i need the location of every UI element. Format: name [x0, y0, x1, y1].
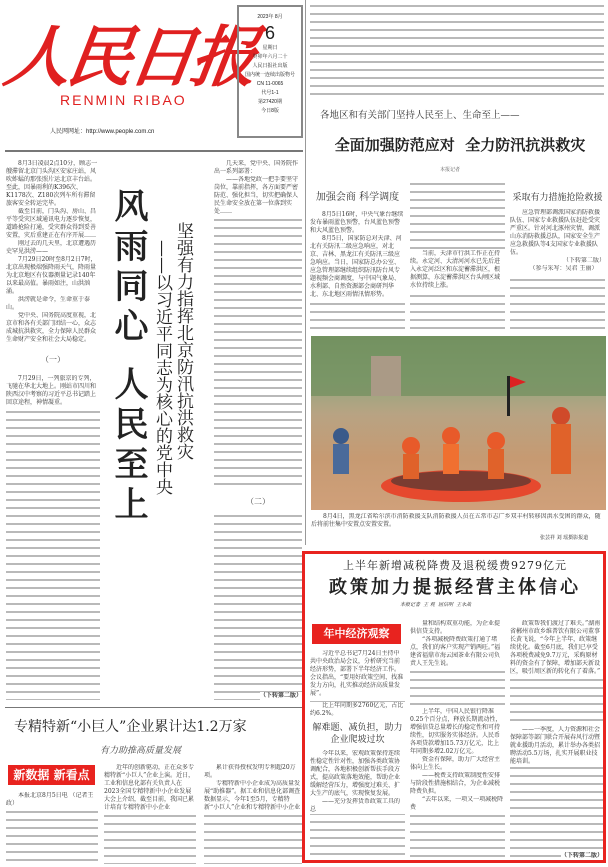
- masthead-logo: 人民日报: [0, 18, 259, 96]
- flood-byline: 本报记者: [440, 167, 461, 173]
- paragraph: 累计获得授权发明专利超20万项。: [204, 764, 302, 780]
- lead-story-col3: [214, 160, 302, 700]
- flood-col1: [310, 180, 405, 330]
- sme-col1: [6, 792, 98, 864]
- sme-col3: [204, 764, 302, 864]
- sme-headline: 专精特新“小巨人”企业累计达1.2万家: [14, 719, 247, 735]
- paragraph: 刚过去的几天里，北京遭遇历史罕见洪涝——: [6, 240, 100, 256]
- paragraph: 党中央、国务院高度重视，北京市和各有关部门团结一心，众志成城抗洪救灾，全力保障人民群众生命财产安全和社会大局稳定。: [6, 312, 100, 344]
- paragraph: 比上年同期多2760亿元，占比约6.2%。: [310, 702, 404, 717]
- paragraph: 8月5日16时，中央气象台继续发布暴雨蓝色预警，台风蓝色预警和大风蓝色预警。: [310, 211, 404, 234]
- issue-code: 代号1-1: [261, 90, 279, 96]
- continued-note: （下转第二版）: [510, 257, 605, 265]
- flood-col3: [510, 180, 605, 330]
- paragraph: 洪涝就是命令，生命重于泰山。: [6, 296, 100, 312]
- issue-number: 第27420期: [258, 99, 282, 105]
- issue-issn-label: 国内统一连续出版物号: [244, 72, 295, 78]
- lead-story-col1: [6, 160, 100, 700]
- column-divider: [305, 0, 306, 545]
- section-marker: （一）: [6, 344, 100, 375]
- issue-day: 6: [264, 23, 275, 43]
- flood-subhead-2: 采取有力措施抢险救援: [510, 180, 605, 209]
- paragraph: ——各地党政一把手要坚守岗位，靠前指挥，各方面要严密防范、强化担当，切实把确保人民生命安全放在第一位落到实处……: [214, 176, 302, 216]
- lead-subheadline-1: 坚强有力指挥北京防汛抗洪救灾: [173, 222, 193, 460]
- issue-publisher: 人民日报社出版: [252, 63, 288, 69]
- paragraph: ——一季度，人力资源和社会保障部等部门联合开展春风行动暨就业援助月活动，累计举办各类招聘活动5.5万场，扎实开展职业技能培训。: [510, 726, 603, 766]
- paragraph: 习近平总书记7月24日主持中共中央政治局会议，分析研究当前经济形势，部署下半年经济工作。会议指出，“要用好政策空间、找准发力方向，扎实推动经济高质量发展”。: [310, 650, 404, 697]
- photo-credit: 张芸祥 刘 瑶摄影报道: [540, 535, 589, 541]
- paragraph: 资金有保障，助力广大经营主体向上生长。: [410, 756, 505, 772]
- tax-headline: 政策加力提振经营主体信心: [329, 577, 581, 598]
- paragraph: 8月3日凌晨2点10分，顾志一艘滞留北京门头沟区安家庄站，风吹蚱蜢的那张照片运北京丰台站。至此，因暴雨利的K396次、K1178次、Z180次列车所有滞留旅客安全转运完毕。: [6, 160, 100, 208]
- masthead-title-en: RENMIN RIBAO: [60, 92, 187, 108]
- issue-year-month: 2023年 8月: [257, 14, 283, 20]
- paragraph: 当前，天津市行洪工作正在持续。永定河、大清河河水已先后进入永定河泛区和东淀蓄滞洪区，根据测算，东淀蓄滞洪区台头闸区域水位持续上涨。: [410, 250, 505, 290]
- photo-scene: [311, 336, 606, 510]
- issue-pages: 今日8版: [261, 108, 279, 114]
- tax-byline: 本报记者 王 观 屈信明 王永战: [400, 602, 472, 608]
- issue-weekday: 星期日: [262, 45, 278, 51]
- paragraph: 量和结构双重功能，为企业提供信贷支持。: [410, 620, 505, 636]
- paragraph: 7月29日，一列旅京的专列，飞驰在华北大地上。刚站市四川和陕西汉中考察的习近平总书记踏上回京途程，神情凝重。: [6, 375, 100, 407]
- flood-rescue-photo: [311, 336, 606, 510]
- section-marker: （二）: [214, 490, 302, 513]
- new-data-badge: 新数据 新看点: [8, 765, 95, 785]
- paragraph: 截至目前，门头沟、房山、昌平等受灾区域通讯电力逐步恢复，道路抢险打通，受灾群众得到妥善安置，灾后重建正在有序开展……: [6, 208, 100, 240]
- photo-caption: 8月4日，黑龙江省哈尔滨市消防救援支队消防救援人员在五常市志广乡双丰村转移因洪水受困的群众，随后将前往集中安置点安置安置。: [311, 513, 605, 531]
- issue-lunar-date: 癸卯年六月二十: [252, 54, 288, 60]
- paragraph: 上半年，中国人民银行降准0.25个百分点，释放长期流动性，增强信贷总量增长的稳定性和可持续性，切实服务实体经济。人民币各项贷款增加15.73万亿元，比上年同期多增2.02万亿元。: [410, 708, 505, 756]
- paragraph: 近年的创新驱动，正在众多专精特新“小巨人”企业上演。近日，工业和信息化部有关负责人在2023全国专精特新中小企业发展大会上介绍，截至目前，我国已累计培育专精特新中小企业: [104, 764, 195, 811]
- tax-col3: [510, 620, 603, 860]
- paragraph: 专精特新中小企业成为高质量发展“助推器”。据工业和信息化部调查数据显示，今年1至5月，专精特新“小巨人”企业和专精特新中小企业: [204, 780, 301, 811]
- issue-cn: CN 11-0065: [256, 81, 284, 87]
- paragraph: 应急管理部调派国家消防救援队伍、国家专业救援队伍赶赴受灾严重区。针对河北涿州灾情，调派山东消防救援总队，国家安全生产应急救援队等4支国家专业救援队伍。: [510, 209, 605, 257]
- lead-subheadline-2: ——以习近平同志为核心的党中央: [152, 240, 172, 495]
- lead-headline: 风雨同心 人民至上: [108, 188, 148, 526]
- continued-note: （下转第二版）: [560, 852, 603, 859]
- paragraph: “各项减税降费政策打通了堵点，我们的客户实现产销两旺。”福建省福鼎市海云园茶业有限公司负责人王先生说。: [410, 636, 505, 668]
- sme-subheadline: 有力助推高质量发展: [100, 746, 182, 756]
- dateline: 本报北京8月5日电 （记者王政）: [6, 792, 98, 808]
- paragraph: “去年以来，一项又一项减税降费: [410, 796, 504, 811]
- paragraph: 今年以来，宏观政策保持连续性稳定性针对性，加强各类政策协调配合，各地积极创新帮扶手段方式，提高政策落地效能，帮助企业缓解经营压力，增强度过难关、扩大生产的底气，实现恢复发展。: [310, 750, 405, 798]
- flood-col2: [410, 180, 505, 330]
- flood-headline: 全面加强防范应对 全力防汛抗洪救灾: [334, 136, 586, 154]
- tax-col1: [310, 650, 405, 860]
- tax-kicker: 上半年新增减税降费及退税缓费9279亿元: [343, 559, 567, 572]
- paragraph: 几天来，党中央、国务院作出一系列部署：: [214, 160, 302, 176]
- sme-col2: [104, 764, 196, 864]
- continued-note: （下转第二版）: [259, 692, 302, 699]
- website-url[interactable]: 人民网网址：http://www.people.com.cn: [50, 129, 155, 135]
- masthead-divider: [5, 150, 303, 152]
- flood-subhead-1: 加强会商 科学调度: [310, 180, 405, 211]
- continued-text-top: [310, 2, 604, 97]
- paragraph: 8月5日，国家防总对天津、河北有关防汛二级应急响应，对北京、吉林、黑龙江有关防汛三级应急响应。当日，国家防总办公室、应急管理部继续组织防汛防台风专题视频会商调度，与中国气象局、水利部、自然资源部会商研判华北、东北地区雨情汛情形势。: [310, 235, 405, 299]
- editors-note: （参与采写：吴君 王丽）: [510, 265, 605, 273]
- mid-year-economy-badge: 年中经济观察: [312, 624, 401, 644]
- paragraph: 政策帮我们渡过了难关。”湖南省郴州市政乡维普饮有限公司董事长黄飞说，“今年上半年，政策继续优化。截至6月底，我们已享受各项税费减免9.7万元，采购原材料的资金有了保障，增加部天新设区，吸引周区新的转化有了着落。”: [510, 620, 603, 676]
- paragraph: ——充分发挥货币政策工具的总: [310, 798, 405, 814]
- tax-subhead: 解难题、减负担，助力企业爬坡过坎: [310, 718, 405, 750]
- paragraph: ——税费支持政策制度性安排与阶段性措施相结合，为企业减税降费负担。: [410, 772, 505, 796]
- section-divider: [5, 707, 303, 708]
- paragraph: 7月29日20时至8月2日7时，北京出现极端强降雨天气，降雨量为北京地区有仪器测量记录140年以来最高值。暴雨如注，山洪汹涌。: [6, 256, 100, 296]
- flood-kicker: 各地区和有关部门坚持人民至上、生命至上——: [320, 110, 520, 121]
- tax-col2: [410, 620, 505, 860]
- issue-info-box: [237, 5, 303, 138]
